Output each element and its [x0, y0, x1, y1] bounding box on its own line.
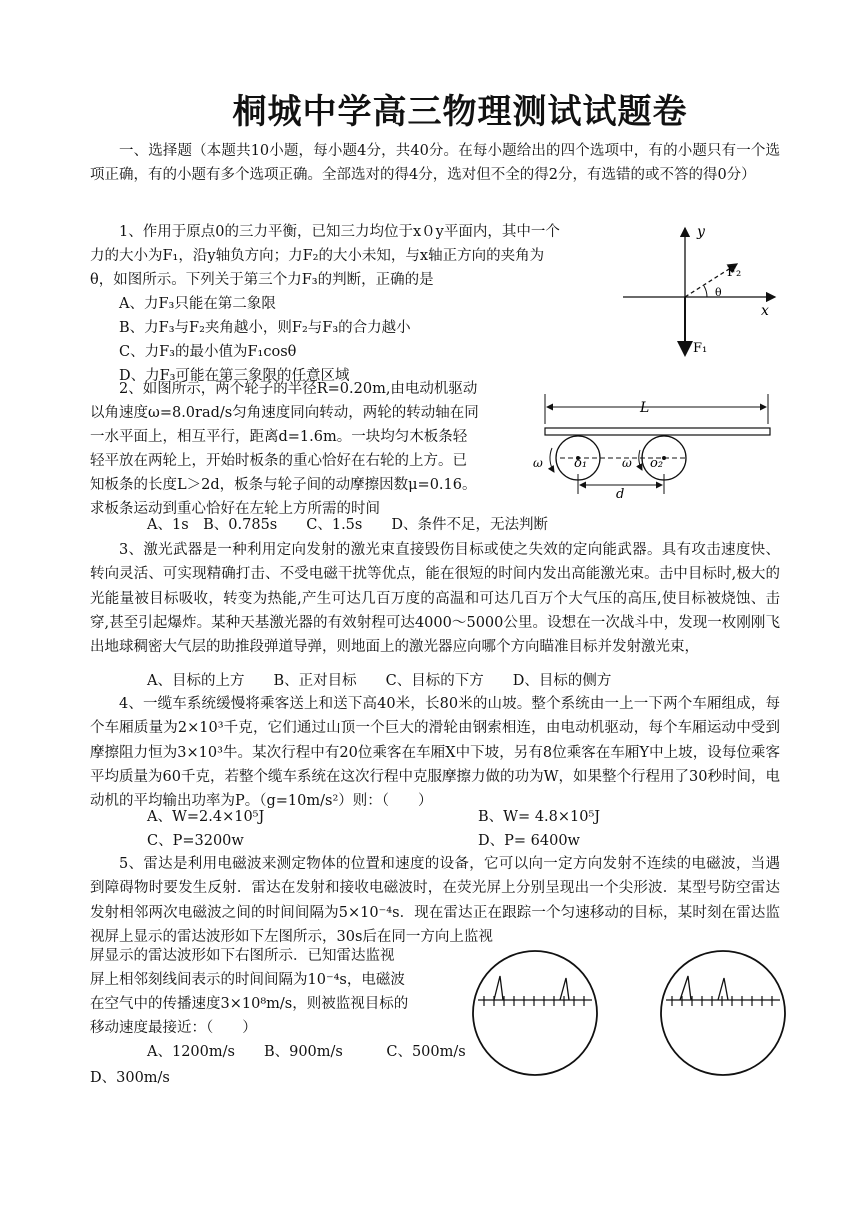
f1-label: F₁	[693, 341, 708, 356]
q1-option-a: A、力F₃只能在第二象限	[119, 296, 276, 312]
y-label: y	[697, 224, 705, 240]
q4-option-c: C、P=3200w	[147, 833, 244, 849]
q2-stem-line-2: 以角速度ω=8.0rad/s匀角速度同向转动，两轮的转动轴在同	[90, 405, 479, 421]
q1-stem-line-1: 1、作用于原点0的三力平衡，已知三力均位于x０y平面内，其中一个	[119, 224, 560, 240]
board	[545, 428, 770, 435]
q5-options: A、1200m/s B、900m/s C、500m/s	[147, 1044, 466, 1060]
q1-option-c: C、力F₃的最小值为F₁cosθ	[119, 344, 297, 360]
q2-stem-line-5: 知板条的长度L＞2d，板条与轮子间的动摩擦因数μ=0.16。	[90, 477, 477, 493]
page-title: 桐城中学高三物理测试试题卷	[232, 92, 688, 132]
radar-screen-left	[470, 948, 600, 1078]
L-label: L	[640, 400, 650, 416]
omega-left: ω	[533, 456, 543, 470]
q5-stem: 5、雷达是利用电磁波来测定物体的位置和速度的设备，它可以向一定方向发射不连续的电磁波，当遇到障碍物时要发生反射．雷达在发射和接收电磁波时，在荧光屏上分别呈现出一个尖形波．某型号防空雷达发射相邻两次电磁波之间的时间间隔为5×10⁻⁴s．现在雷达正在跟踪一个匀速移动的目标，某时刻在雷达监视屏上显示的雷达波形如下左图所示，30s后在同一方向上监视	[90, 856, 780, 945]
q4-option-a: A、W=2.4×10⁵J	[147, 809, 265, 825]
echo-pulse	[718, 978, 728, 1000]
omega-right: ω	[622, 456, 632, 470]
q1-force-diagram	[615, 220, 785, 370]
d-label: d	[616, 487, 625, 500]
q5-line-2: 屏上相邻刻线间表示的时间间隔为10⁻⁴s，电磁波	[90, 972, 405, 988]
q1-option-d: D、力F₃可能在第三象限的任意区域	[119, 368, 350, 384]
q4-option-b: B、W= 4.8×10⁵J	[478, 809, 601, 825]
q2-wheels-diagram	[530, 390, 780, 500]
q2-stem-line-6: 求板条运动到重心恰好在左轮上方所需的时间	[90, 501, 380, 517]
q2-stem-line-4: 轻平放在两轮上，开始时板条的重心恰好在右轮的上方。已	[90, 453, 467, 469]
q2-stem-line-1: 2、如图所示，两个轮子的半径R=0.20m,由电动机驱动	[119, 381, 478, 397]
q4-option-d: D、P= 6400w	[478, 833, 580, 849]
section-instructions: 一、选择题（本题共10小题，每小题4分，共40分。在每小题给出的四个选项中，有的小题只有一个选项正确，有的小题有多个选项正确。全部选对的得4分，选对但不全的得2分，有选错的或不答的得0分）	[90, 143, 780, 184]
q2-options: A、1s B、0.785s C、1.5s D、条件不足，无法判断	[147, 517, 548, 533]
q1-stem-line-2: 力的大小为F₁，沿y轴负方向；力F₂的大小未知，与x轴正方向的夹角为	[90, 248, 545, 264]
q5-line-1: 屏显示的雷达波形如下右图所示．已知雷达监视	[90, 948, 395, 964]
f2-label: F₂	[727, 265, 742, 280]
theta-arc	[704, 286, 707, 297]
q3-options: A、目标的上方 B、正对目标 C、目标的下方 D、目标的侧方	[147, 673, 612, 689]
q5-line-3: 在空气中的传播速度3×10⁸m/s，则被监视目标的	[90, 996, 409, 1012]
theta-label: θ	[715, 286, 722, 299]
q2-stem-line-3: 一水平面上，相互平行，距离d=1.6m。一块均匀木板条轻	[90, 429, 468, 445]
q1-option-b: B、力F₃与F₂夹角越小，则F₂与F₃的合力越小	[119, 320, 411, 336]
q4-stem: 4、一缆车系统缓慢将乘客送上和送下高40米，长80米的山坡。整个系统由一上一下两个车厢组成，每个车厢质量为2×10³千克，它们通过山顶一个巨大的滑轮由钢索相连，由电动机驱动，每个车厢运动中受到摩擦阻力恒为3×10³牛。某次行程中有20位乘客在车厢X中下坡，另有8位乘客在车厢Y中上坡，设每位乘客平均质量为60千克，若整个缆车系统在这次行程中克服摩擦力做的功为W，如果整个行程用了30秒时间，电动机的平均输出功率为P。（g=10m/s²）则：（ ）	[90, 696, 780, 810]
q3-stem: 3、激光武器是一种利用定向发射的激光束直接毁伤目标或使之失效的定向能武器。具有攻击速度快、转向灵活、可实现精确打击、不受电磁干扰等优点，能在很短的时间内发出高能激光束。击中目标时,极大的光能量被目标吸收，转变为热能,产生可达几百万度的高温和可达几百万个大气压的高压,使目标被烧蚀、击穿,甚至引起爆炸。某种天基激光器的有效射程可达4000～5000公里。设想在一次战斗中，发现一枚刚刚飞出地球稠密大气层的助推段弹道导弹，则地面上的激光器应向哪个方向瞄准目标并发射激光束，	[90, 542, 780, 656]
transmit-pulse	[680, 976, 691, 1000]
q5-option-d: D、300m/s	[90, 1070, 170, 1086]
x-label: x	[761, 303, 769, 319]
radar-screen-right	[658, 948, 788, 1078]
q5-line-4: 移动速度最接近：（ ）	[90, 1020, 257, 1036]
o1-label: o₁	[574, 456, 588, 471]
transmit-pulse	[494, 976, 503, 1000]
o2-label: o₂	[650, 456, 664, 471]
q1-stem-line-3: θ，如图所示。下列关于第三个力F₃的判断，正确的是	[90, 272, 434, 288]
